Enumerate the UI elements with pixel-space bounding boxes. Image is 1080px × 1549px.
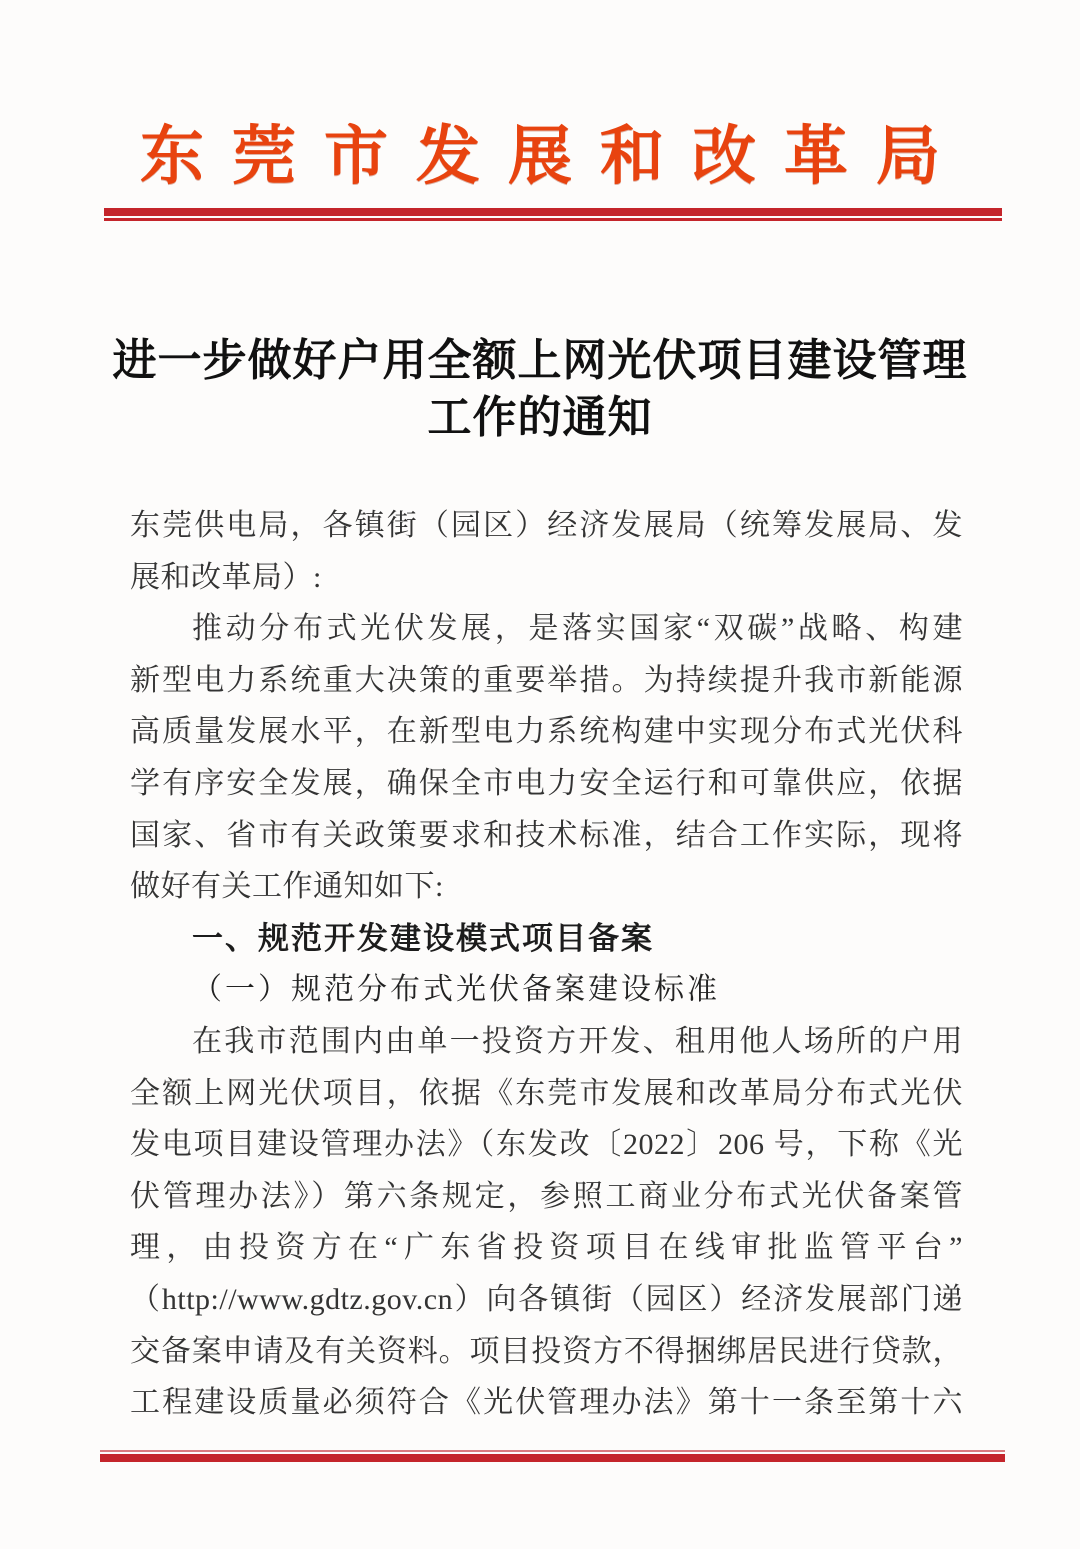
- body-line: 工程建设质量必须符合《光伏管理办法》第十一条至第十六: [130, 1386, 963, 1420]
- header-double-rule: [104, 208, 1002, 221]
- title-line-2: 工作的通知: [427, 393, 653, 442]
- body-line: 高质量发展水平，在新型电力系统构建中实现分布式光伏科: [130, 715, 963, 749]
- footer-double-rule: [100, 1450, 1005, 1462]
- body-line: 伏管理办法》）第六条规定，参照工商业分布式光伏备案管: [130, 1179, 963, 1213]
- body-line: 全额上网光伏项目，依据《东莞市发展和改革局分布式光伏: [130, 1076, 963, 1110]
- header-rule-thin-line: [104, 218, 1002, 221]
- salutation-line: 展和改革局）:: [130, 560, 322, 594]
- body-line: 做好有关工作通知如下:: [130, 870, 444, 904]
- body-line: 学有序安全发展，确保全市电力安全运行和可靠供应，依据: [130, 766, 963, 800]
- body-line: 发电项目建设管理办法》（东发改〔2022〕206 号，下称《光: [130, 1128, 963, 1162]
- salutation-line: 东莞供电局，各镇街（园区）经济发展局（统筹发展局、发: [130, 509, 963, 542]
- section-heading: 一、规范开发建设模式项目备案: [192, 920, 654, 956]
- body-line: 推动分布式光伏发展，是落实国家“双碳”战略、构建: [192, 612, 963, 646]
- body-line-url: （http://www.gdtz.gov.cn）向各镇街（园区）经济发展部门递: [130, 1282, 963, 1316]
- agency-name-banner: 东莞市发展和改革局: [140, 121, 968, 192]
- body-line: 新型电力系统重大决策的重要举措。为持续提升我市新能源: [130, 663, 963, 697]
- body-line: 在我市范围内由单一投资方开发、租用他人场所的户用: [192, 1024, 963, 1058]
- body-line: 国家、省市有关政策要求和技术标准，结合工作实际，现将: [130, 818, 963, 852]
- body-line: 交备案申请及有关资料。项目投资方不得捆绑居民进行贷款，: [130, 1334, 963, 1368]
- document-title: [0, 332, 1080, 446]
- title-line-1: 进一步做好户用全额上网光伏项目建设管理: [112, 336, 968, 385]
- document-body: [130, 500, 963, 1429]
- body-line: 理，由投资方在“广东省投资项目在线审批监管平台”: [130, 1231, 963, 1265]
- header-rule-thick-line: [104, 208, 1002, 216]
- footer-rule-thick-line: [100, 1454, 1005, 1462]
- subsection-heading: （一）规范分布式光伏备案建设标准: [192, 973, 720, 1007]
